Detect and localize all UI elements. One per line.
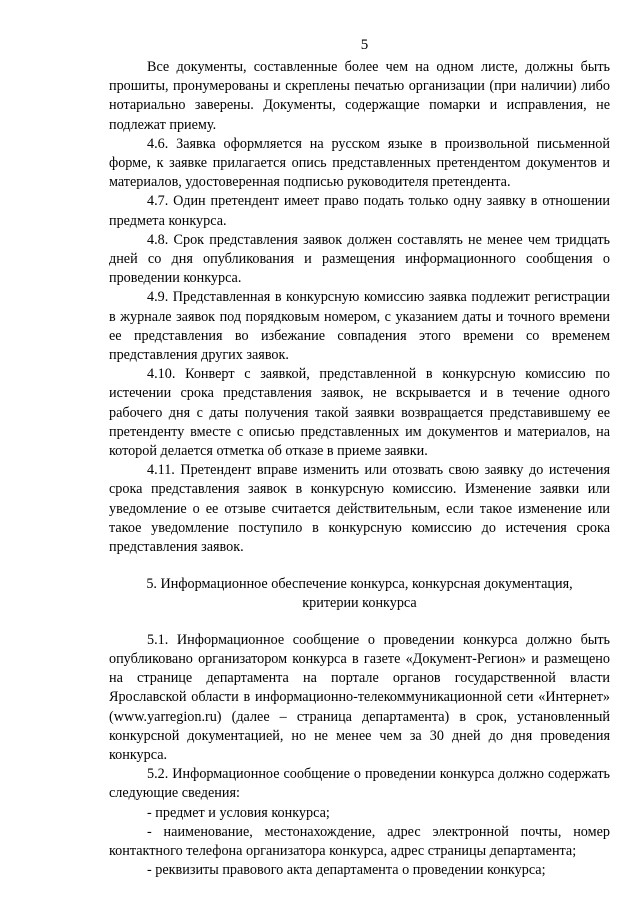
page-number: 5	[360, 37, 369, 53]
section-5-body	[109, 631, 610, 881]
section-4-continued	[109, 58, 610, 557]
section-heading-line-2: критерии конкурса	[302, 595, 417, 612]
list-item-legal-act: - реквизиты правового акта департамента о проведении конкурса;	[147, 862, 546, 879]
paragraph-4-11: 4.11. Претендент вправе изменить или отозвать свою заявку до истечения срока представления заявок в конкурсную комиссию. Изменение заявки или уведомление о ее отзыве считается действительным, если такое изменение или такое уведомление поступило в конкурсную комиссию до истечения срока представления заявок.	[109, 462, 610, 556]
paragraph-5-1: 5.1. Информационное сообщение о проведении конкурса должно быть опубликовано организатором конкурса в газете «Документ-Регион» и размещено на странице департамента на портале органов государственной власти Ярославской области в информационно-телекоммуникационной сети «Интернет» (www.yarregion.ru) (далее – страница департамента) в срок, установленный конкурсной документацией, но не менее чем за 30 дней до дня проведения конкурса.	[109, 631, 610, 763]
spacer	[109, 614, 610, 631]
section-heading-line-1: 5. Информационное обеспечение конкурса, конкурсная документация,	[146, 576, 573, 593]
paragraph-4-8: 4.8. Срок представления заявок должен составлять не менее чем тридцать дней со дня опубликования и размещения информационного сообщения о проведении конкурса.	[109, 231, 610, 287]
list-item-subject: - предмет и условия конкурса;	[147, 804, 330, 821]
paragraph-4-7: 4.7. Один претендент имеет право подать только одну заявку в отношении предмета конкурса.	[109, 193, 610, 229]
paragraph-4-9: 4.9. Представленная в конкурсную комиссию заявка подлежит регистрации в журнале заявок под порядковым номером, с указанием даты и точного времени ее представления во избежание совпадения этого времени со временем представления других заявок.	[109, 289, 610, 364]
paragraph-4-10: 4.10. Конверт с заявкой, представленной в конкурсную комиссию по истечении срока представления заявок, не вскрывается и в течение одного рабочего дня с даты получения такой заявки возвращается представившему ее претенденту вместе с описью представленных им документов и материалов, на которой делается отметка об отказе в приеме заявки.	[109, 366, 610, 460]
list-item-organizer-contacts: - наименование, местонахождение, адрес электронной почты, номер контактного телефона организатора конкурса, адрес страницы департамента;	[109, 823, 610, 859]
spacer	[109, 557, 610, 575]
section-5-heading	[109, 575, 610, 613]
paragraph-documents-binding: Все документы, составленные более чем на одном листе, должны быть прошиты, пронумерованы и скреплены печатью организации (при наличии) либо нотариально заверены. Документы, содержащие помарки и исправления, не подлежат приему.	[109, 59, 610, 133]
paragraph-5-2: 5.2. Информационное сообщение о проведении конкурса должно содержать следующие сведения:	[109, 766, 610, 802]
paragraph-4-6: 4.6. Заявка оформляется на русском языке в произвольной письменной форме, к заявке прилагается опись представленных претендентом документов и материалов, удостоверенная подписью руководителя претендента.	[109, 135, 610, 191]
